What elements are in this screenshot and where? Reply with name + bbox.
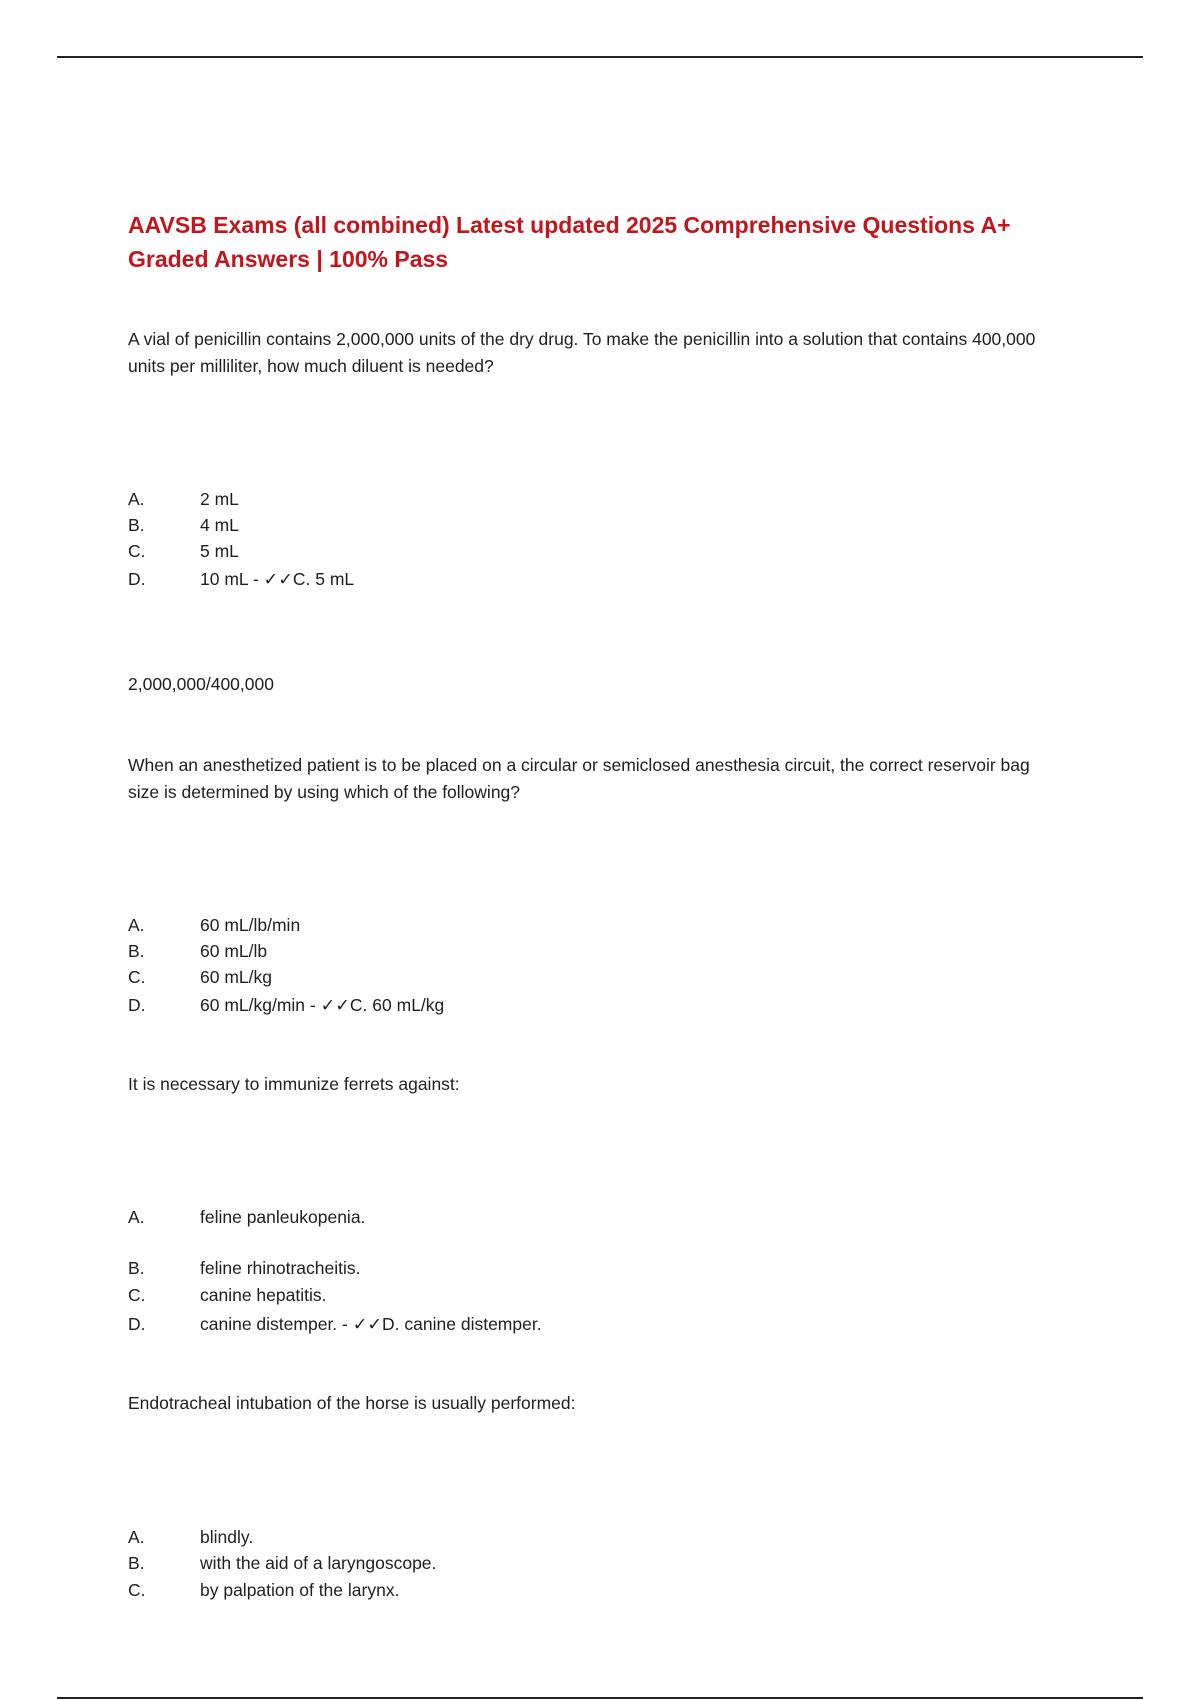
option-letter: B. bbox=[128, 1258, 145, 1278]
option-text: with the aid of a laryngoscope. bbox=[200, 1553, 437, 1573]
question-2-option-a bbox=[128, 912, 1028, 938]
question-2-option-d bbox=[128, 992, 1028, 1018]
question-1-option-d bbox=[128, 566, 1028, 592]
option-letter: D. bbox=[128, 1314, 146, 1334]
option-text: canine hepatitis. bbox=[200, 1285, 327, 1305]
option-letter: A. bbox=[128, 915, 145, 935]
option-text: blindly. bbox=[200, 1527, 254, 1547]
question-1-option-a bbox=[128, 486, 1028, 512]
option-letter: B. bbox=[128, 941, 145, 961]
option-text: 60 mL/kg bbox=[200, 967, 272, 987]
option-text: by palpation of the larynx. bbox=[200, 1580, 400, 1600]
document-title: AAVSB Exams (all combined) Latest updated 2025 Comprehensive Questions A+ Graded Answers | 100% Pass bbox=[128, 212, 1011, 272]
option-text: 60 mL/lb/min bbox=[200, 915, 301, 935]
option-text: feline rhinotracheitis. bbox=[200, 1258, 361, 1278]
question-2-stem: When an anesthetized patient is to be placed on a circular or semiclosed anesthesia circuit, the correct reservoir bag size is determined by using which of the following? bbox=[128, 755, 1030, 802]
option-letter: D. bbox=[128, 995, 146, 1015]
question-2-option-b bbox=[128, 938, 1028, 964]
option-text: 2 mL bbox=[200, 489, 239, 509]
option-text: feline panleukopenia. bbox=[200, 1207, 366, 1227]
question-2-option-c bbox=[128, 964, 1028, 990]
top-rule bbox=[57, 56, 1143, 58]
question-3-option-b bbox=[128, 1255, 1028, 1281]
question-4-option-a bbox=[128, 1524, 1028, 1550]
option-text: 4 mL bbox=[200, 515, 239, 535]
option-letter: A. bbox=[128, 1207, 145, 1227]
bottom-rule bbox=[57, 1697, 1143, 1699]
option-letter: B. bbox=[128, 515, 145, 535]
question-3-option-d bbox=[128, 1311, 1028, 1337]
question-4-stem: Endotracheal intubation of the horse is usually performed: bbox=[128, 1393, 576, 1413]
question-3-option-a bbox=[128, 1204, 1028, 1230]
option-letter: B. bbox=[128, 1553, 145, 1573]
option-letter: C. bbox=[128, 1580, 146, 1600]
question-1-option-b bbox=[128, 512, 1028, 538]
option-text: 5 mL bbox=[200, 541, 239, 561]
option-letter: A. bbox=[128, 1527, 145, 1547]
option-text: 60 mL/kg/min - ✓✓C. 60 mL/kg bbox=[200, 995, 445, 1015]
option-letter: A. bbox=[128, 489, 145, 509]
question-4-option-b bbox=[128, 1550, 1028, 1576]
option-letter: C. bbox=[128, 967, 146, 987]
option-letter: C. bbox=[128, 1285, 146, 1305]
question-1-option-c bbox=[128, 538, 1028, 564]
option-text: canine distemper. - ✓✓D. canine distemper. bbox=[200, 1314, 542, 1334]
option-text: 60 mL/lb bbox=[200, 941, 268, 961]
question-1-stem: A vial of penicillin contains 2,000,000 units of the dry drug. To make the penicillin into a solution that contains 400,000 units per milliliter, how much diluent is needed? bbox=[128, 329, 1036, 376]
option-letter: C. bbox=[128, 541, 146, 561]
option-letter: D. bbox=[128, 569, 146, 589]
question-3-option-c bbox=[128, 1282, 1028, 1308]
question-3-stem: It is necessary to immunize ferrets against: bbox=[128, 1074, 460, 1094]
question-1-note: 2,000,000/400,000 bbox=[128, 674, 274, 694]
question-4-option-c bbox=[128, 1577, 1028, 1603]
option-text: 10 mL - ✓✓C. 5 mL bbox=[200, 569, 355, 589]
